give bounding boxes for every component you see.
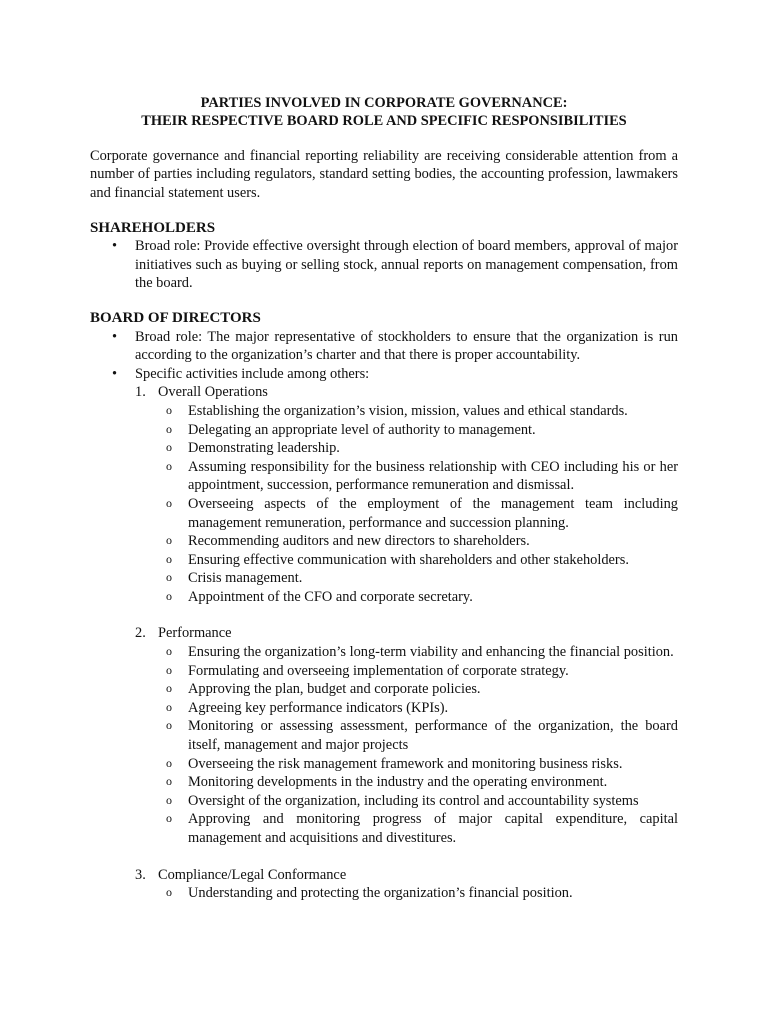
list-item	[158, 717, 678, 754]
sub-item-text: Overseeing aspects of the employment of the management team including management remuneration, performance and succession planning.	[188, 495, 678, 531]
circle-bullet-icon: o	[166, 644, 172, 659]
section-item	[135, 866, 678, 903]
bullet-text: Broad role: The major representative of stockholders to ensure that the organization is run according to the organization’s charter and that there is proper accountability.	[135, 328, 678, 364]
section-sub-list	[158, 884, 678, 903]
sub-item-text: Formulating and overseeing implementation of corporate strategy.	[188, 662, 569, 679]
circle-bullet-icon: o	[166, 774, 172, 789]
list-item	[158, 699, 678, 718]
list-item	[158, 643, 678, 662]
section-number: 3.	[135, 866, 146, 883]
circle-bullet-icon: o	[166, 811, 172, 826]
title-line-2: THEIR RESPECTIVE BOARD ROLE AND SPECIFIC RESPONSIBILITIES	[141, 113, 627, 130]
sub-item-text: Crisis management.	[188, 570, 303, 587]
sub-item-text: Understanding and protecting the organization’s financial position.	[188, 885, 573, 902]
sub-item-text: Approving the plan, budget and corporate policies.	[188, 681, 481, 698]
bullet-text: Broad role: Provide effective oversight through election of board members, approval of major initiatives such as buying or selling stock, annual reports on management compensation, from the board.	[135, 238, 678, 292]
section-sub-list	[158, 402, 678, 607]
circle-bullet-icon: o	[166, 792, 172, 807]
circle-bullet-icon: o	[166, 718, 172, 733]
list-item	[158, 588, 678, 607]
circle-bullet-icon: o	[166, 533, 172, 548]
circle-bullet-icon: o	[166, 440, 172, 455]
sub-item-text: Appointment of the CFO and corporate secretary.	[188, 588, 473, 605]
list-item	[158, 421, 678, 440]
sub-item-text: Oversight of the organization, including its control and accountability systems	[188, 792, 639, 809]
circle-bullet-icon: o	[166, 495, 172, 510]
sub-item-text: Overseeing the risk management framework and monitoring business risks.	[188, 755, 623, 772]
list-item	[158, 402, 678, 421]
bullet-icon: •	[112, 365, 118, 382]
circle-bullet-icon: o	[166, 570, 172, 585]
shareholders-bullets	[90, 237, 678, 293]
sub-item-text: Agreeing key performance indicators (KPIs).	[188, 699, 449, 716]
section-item	[135, 383, 678, 606]
list-item	[158, 773, 678, 792]
circle-bullet-icon: o	[166, 681, 172, 696]
bullet-icon: •	[112, 328, 118, 345]
bullet-icon: •	[112, 238, 118, 255]
title-line-1: PARTIES INVOLVED IN CORPORATE GOVERNANCE:	[200, 95, 568, 111]
sub-item-text: Approving and monitoring progress of major capital expenditure, capital management and acquisitions and divestitures.	[188, 811, 678, 846]
list-item	[158, 662, 678, 681]
list-item	[158, 755, 678, 774]
list-item	[158, 439, 678, 458]
sub-item-text: Demonstrating leadership.	[188, 440, 340, 457]
list-item	[90, 237, 678, 293]
sub-item-text: Ensuring the organization’s long-term viability and enhancing the financial position.	[188, 644, 674, 661]
circle-bullet-icon: o	[166, 421, 172, 436]
intro-paragraph: Corporate governance and financial reporting reliability are receiving considerable attention from a number of parties including regulators, standard setting bodies, the accounting profession, lawmakers and financial statement users.	[90, 147, 678, 201]
circle-bullet-icon: o	[166, 699, 172, 714]
circle-bullet-icon: o	[166, 755, 172, 770]
list-item	[158, 569, 678, 588]
list-item	[158, 884, 678, 903]
list-item	[158, 680, 678, 699]
list-item	[90, 365, 678, 903]
circle-bullet-icon: o	[166, 551, 172, 566]
board-heading: BOARD OF DIRECTORS	[90, 309, 261, 326]
list-item	[158, 495, 678, 532]
section-title: Overall Operations	[158, 384, 268, 401]
section-title: Compliance/Legal Conformance	[158, 866, 347, 883]
board-bullets	[90, 328, 678, 903]
section-sub-list	[158, 643, 678, 848]
bullet-text: Specific activities include among others:	[135, 365, 370, 382]
sub-item-text: Monitoring developments in the industry and the operating environment.	[188, 774, 608, 791]
section-number: 2.	[135, 625, 146, 642]
section-title: Performance	[158, 625, 232, 642]
list-item	[158, 458, 678, 495]
list-item	[158, 532, 678, 551]
section-number: 1.	[135, 384, 146, 401]
circle-bullet-icon: o	[166, 885, 172, 900]
sub-item-text: Monitoring or assessing assessment, performance of the organization, the board itself, management and major projects	[188, 718, 678, 754]
list-item	[158, 551, 678, 570]
sub-item-text: Ensuring effective communication with shareholders and other stakeholders.	[188, 551, 629, 568]
circle-bullet-icon: o	[166, 402, 172, 417]
list-item	[158, 792, 678, 811]
list-item	[158, 810, 678, 847]
sub-item-text: Recommending auditors and new directors to shareholders.	[188, 533, 530, 550]
circle-bullet-icon: o	[166, 662, 172, 677]
circle-bullet-icon: o	[166, 588, 172, 603]
list-item	[90, 328, 678, 365]
document-title	[90, 94, 678, 131]
sub-item-text: Delegating an appropriate level of authority to management.	[188, 421, 536, 438]
sub-item-text: Establishing the organization’s vision, mission, values and ethical standards.	[188, 402, 628, 419]
document-page	[90, 94, 678, 903]
shareholders-heading: SHAREHOLDERS	[90, 219, 216, 236]
circle-bullet-icon: o	[166, 458, 172, 473]
section-item	[135, 624, 678, 847]
sub-item-text: Assuming responsibility for the business relationship with CEO including his or her appointment, succession, performance remuneration and dismissal.	[188, 458, 678, 494]
activity-sections	[135, 383, 678, 902]
